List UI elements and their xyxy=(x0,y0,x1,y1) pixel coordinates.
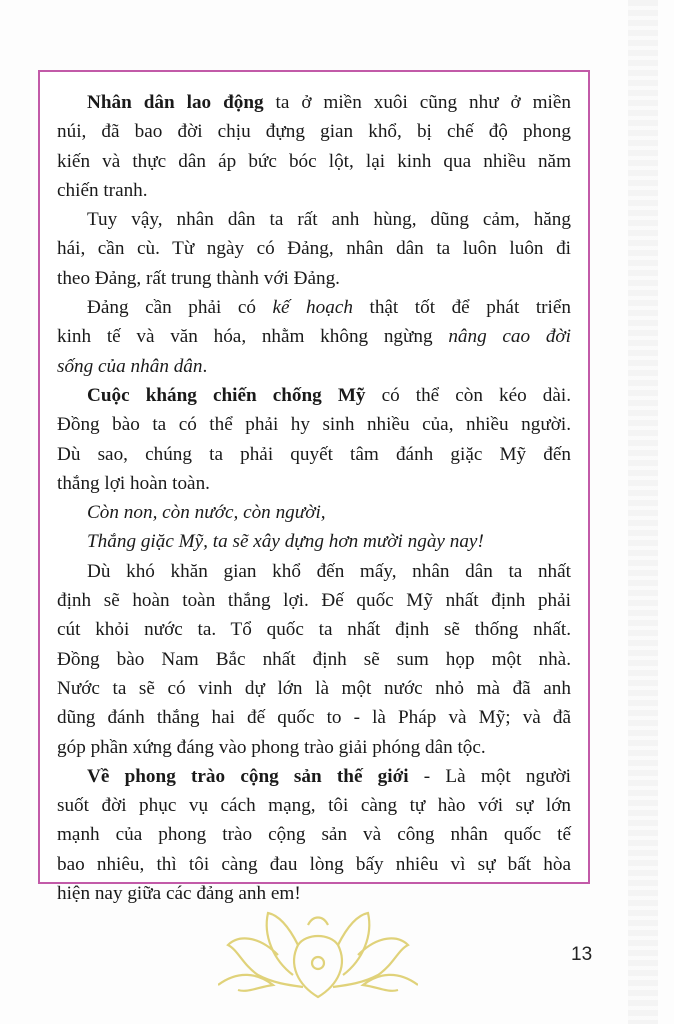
text-segment: hái, cần cù. Từ ngày có Đảng, nhân dân ta luôn luôn đi xyxy=(57,238,571,260)
text-line xyxy=(57,586,571,615)
text-segment: suốt đời phục vụ cách mạng, tôi càng tự hào với sự lớn xyxy=(57,795,571,817)
italic-text: Còn non, còn nước, còn người, xyxy=(87,502,326,524)
text-segment: có thể còn kéo dài. xyxy=(365,384,572,406)
text-segment: mạnh của phong trào cộng sản và công nhân quốc tế xyxy=(57,824,571,846)
text-segment: Đồng bào ta có thể phải hy sinh nhiều của, nhiều người. xyxy=(57,414,571,436)
text-segment: hiện nay giữa các đảng anh em! xyxy=(57,883,301,905)
decorative-side-border xyxy=(628,0,658,1024)
text-segment: ta ở miền xuôi cũng như ở miền xyxy=(263,92,572,113)
text-segment: dũng đánh thắng hai đế quốc to - là Pháp và Mỹ; và đã xyxy=(57,707,571,729)
text-line xyxy=(57,820,571,849)
text-segment: Dù khó khăn gian khổ đến mấy, nhân dân ta nhất xyxy=(87,560,571,582)
italic-text: nâng cao đời xyxy=(448,326,571,348)
text-line xyxy=(57,645,571,674)
text-line xyxy=(57,234,571,263)
italic-text: kế hoạch xyxy=(272,297,353,319)
text-line xyxy=(57,469,571,498)
italic-text: Thắng giặc Mỹ, ta sẽ xây dựng hơn mười ngày nay! xyxy=(87,531,484,553)
bold-text: Về phong trào cộng sản thế giới xyxy=(87,765,409,787)
text-line xyxy=(57,674,571,703)
text-line xyxy=(57,762,571,791)
text-line xyxy=(57,205,571,234)
body-text xyxy=(57,88,571,908)
text-segment: Nước ta sẽ có vinh dự lớn là một nước nhỏ mà đã anh xyxy=(57,677,571,699)
text-segment: kinh tế và văn hóa, nhằm không ngừng xyxy=(57,326,449,348)
italic-text: sống của nhân dân xyxy=(57,355,203,377)
text-line xyxy=(57,322,571,351)
text-segment: . xyxy=(202,355,208,377)
text-line xyxy=(57,557,571,586)
bold-text: Nhân dân lao động xyxy=(87,92,264,113)
text-line xyxy=(57,733,571,762)
text-segment: - Là một người xyxy=(408,765,571,787)
text-line xyxy=(57,527,571,556)
text-line xyxy=(57,879,571,908)
text-line xyxy=(57,850,571,879)
text-line xyxy=(57,147,571,176)
page-number: 13 xyxy=(571,944,593,965)
text-segment: núi, đã bao đời chịu đựng gian khổ, bị chế độ phong xyxy=(57,121,571,143)
text-line xyxy=(57,176,571,205)
text-segment: kiến và thực dân áp bức bóc lột, lại kinh qua nhiều năm xyxy=(57,150,571,172)
text-segment: định sẽ hoàn toàn thắng lợi. Đế quốc Mỹ nhất định phải xyxy=(57,590,571,612)
text-segment: thắng lợi hoàn toàn. xyxy=(57,472,210,494)
text-segment: theo Đảng, rất trung thành với Đảng. xyxy=(57,267,340,289)
bold-text: Cuộc kháng chiến chống Mỹ xyxy=(87,384,366,406)
text-segment: bao nhiêu, thì tôi càng đau lòng bấy nhiêu vì sự bất hòa xyxy=(57,853,571,875)
text-line xyxy=(57,615,571,644)
text-line xyxy=(57,381,571,410)
text-segment: Tuy vậy, nhân dân ta rất anh hùng, dũng cảm, hăng xyxy=(87,209,571,231)
text-line xyxy=(57,88,571,117)
text-segment: góp phần xứng đáng vào phong trào giải phóng dân tộc. xyxy=(57,736,486,758)
text-segment: chiến tranh. xyxy=(57,179,148,201)
text-segment: Đảng cần phải có xyxy=(87,297,273,319)
text-line xyxy=(57,293,571,322)
text-segment: cút khỏi nước ta. Tổ quốc ta nhất định sẽ thống nhất. xyxy=(57,619,571,641)
text-line xyxy=(57,264,571,293)
text-line xyxy=(57,703,571,732)
text-line xyxy=(57,440,571,469)
text-segment: thật tốt để phát triển xyxy=(352,297,571,319)
text-line xyxy=(57,498,571,527)
text-line xyxy=(57,410,571,439)
text-line xyxy=(57,791,571,820)
text-segment: Đồng bào Nam Bắc nhất định sẽ sum họp một nhà. xyxy=(57,648,571,670)
text-line xyxy=(57,352,571,381)
text-line xyxy=(57,117,571,146)
lotus-ornament-icon xyxy=(218,905,418,1005)
text-segment: Dù sao, chúng ta phải quyết tâm đánh giặc Mỹ đến xyxy=(57,443,571,465)
